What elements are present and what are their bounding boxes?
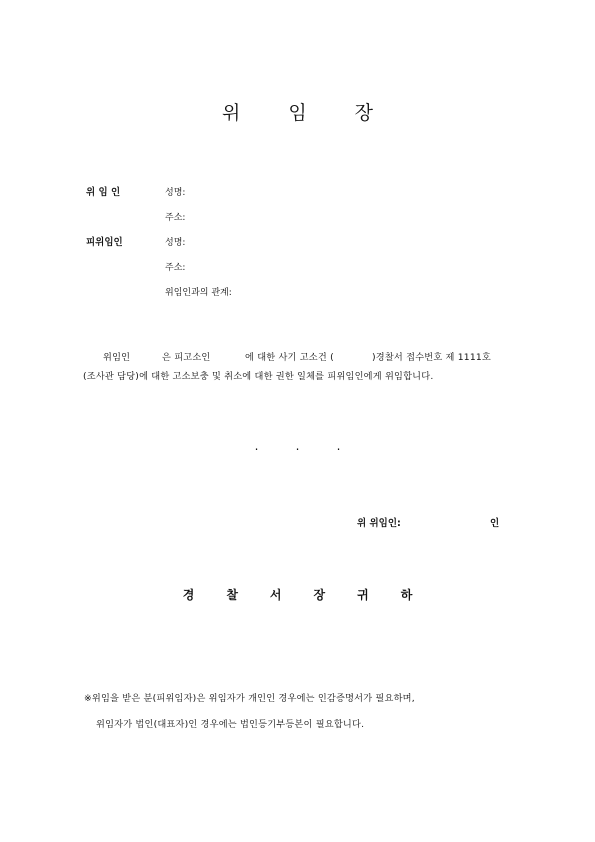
title-char: 임 [288, 102, 307, 124]
seal-mark: 인 [490, 518, 500, 529]
body-receipt-number: )경찰서 접수번호 제 1111호 [372, 352, 492, 363]
delegator-label: 위 임 인 [86, 187, 121, 198]
body-fraud-case: 에 대한 사기 고소건 ( [245, 352, 334, 363]
title-char: 위 [221, 102, 241, 124]
document-title [0, 98, 595, 125]
note-line-2: 위임자가 법인(대표자)인 경우에는 법인등기부등본이 필요합니다. [96, 719, 365, 730]
delegate-address-field: 주소: [165, 263, 186, 273]
date-dot: . [295, 439, 300, 453]
signature-label: 위 위임인: [357, 518, 401, 529]
date-dot: . [336, 439, 341, 453]
delegate-name-field: 성명: [165, 238, 186, 248]
date-line [236, 439, 359, 453]
addressee-char: 경 [182, 588, 195, 602]
addressee-char: 귀 [357, 588, 369, 602]
addressee-char: 하 [400, 588, 413, 602]
delegate-relation-field: 위임인과의 관계: [165, 288, 232, 298]
note-line-1: ※위임을 받은 분(피위임자)은 위임자가 개인인 경우에는 인감증명서가 필요하며, [84, 693, 415, 704]
addressee-char: 장 [313, 588, 326, 602]
addressee-char: 찰 [226, 588, 238, 602]
body-delegation-text: (조사관 담당)에 대한 고소보충 및 취소에 대한 권한 일체를 피위임인에게 위임합니다. [83, 371, 434, 382]
date-dot: . [254, 439, 259, 453]
delegate-label: 피위임인 [86, 237, 123, 248]
addressee-char: 서 [269, 588, 282, 602]
body-accused-word: 은 피고소인 [162, 352, 211, 363]
title-char: 장 [354, 102, 374, 124]
delegator-name-field: 성명: [165, 188, 186, 198]
delegator-address-field: 주소: [165, 213, 186, 223]
addressee-line [0, 586, 595, 603]
body-delegator-word: 위임인 [103, 352, 131, 363]
